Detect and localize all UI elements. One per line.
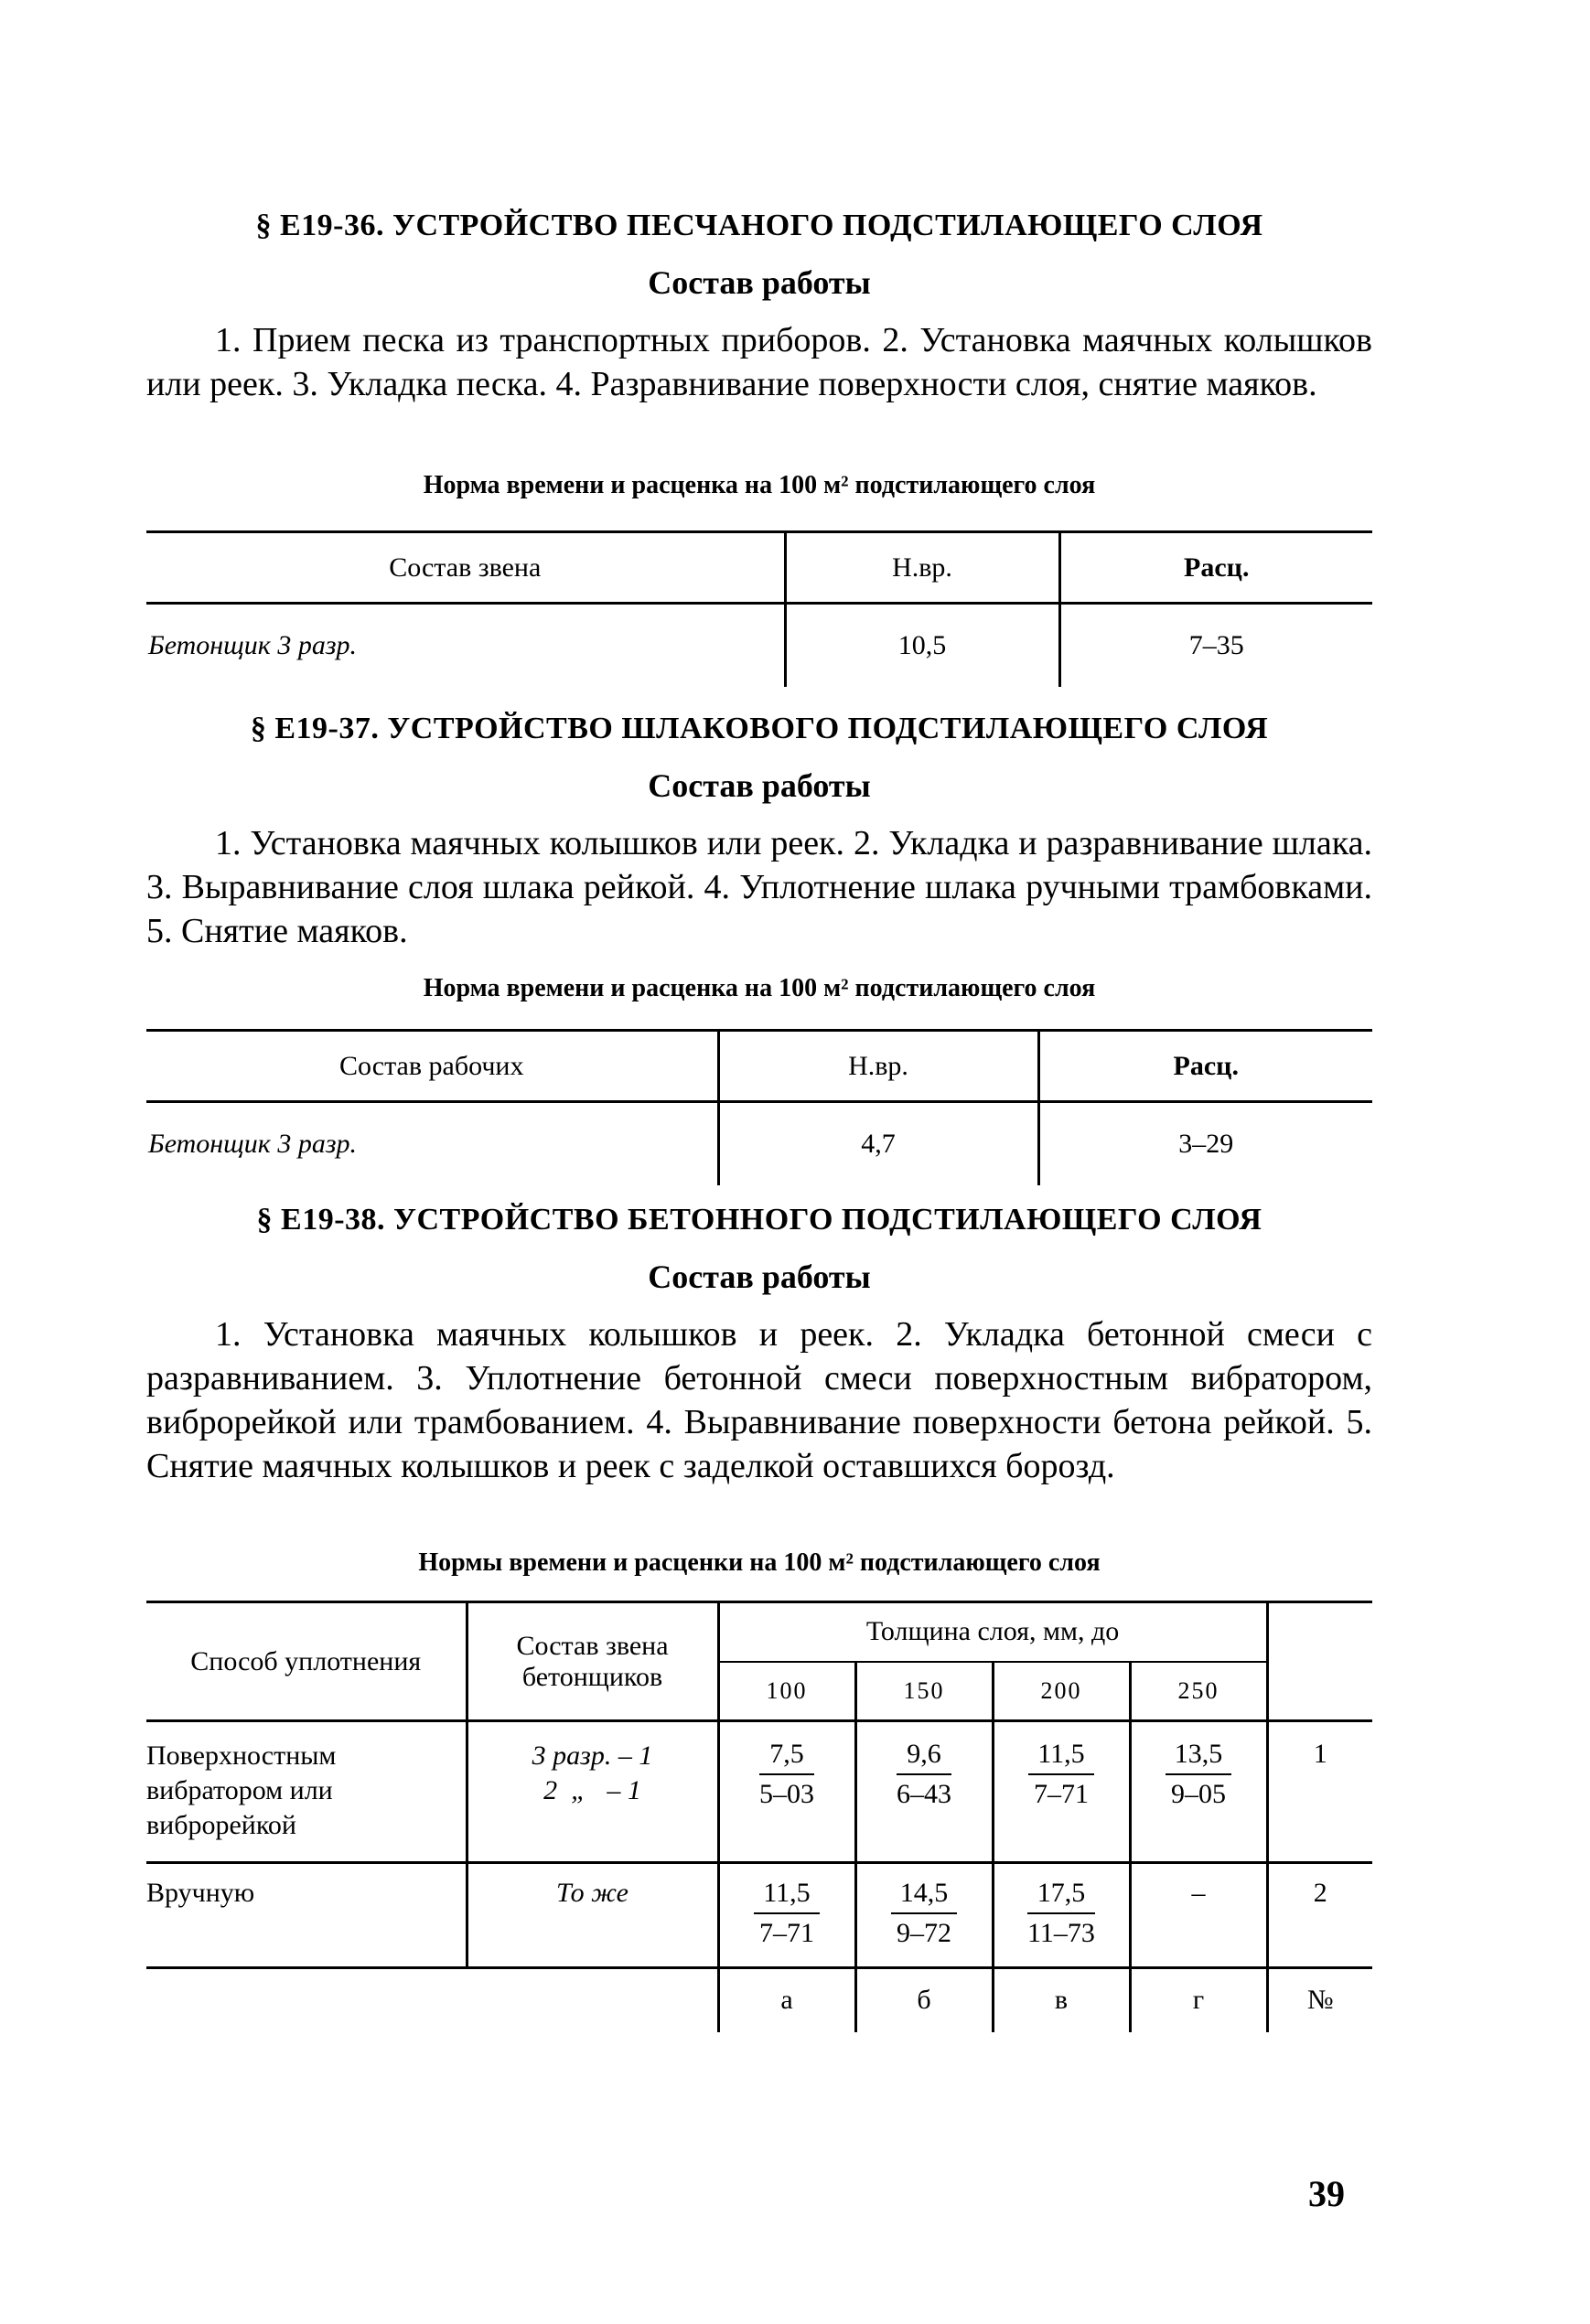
cell-value: $\frac{7,5}{5-03}$ <box>718 1721 855 1863</box>
cell-row-number: 1 <box>1267 1721 1372 1863</box>
cell-value: $\frac{13,5}{9-05}$ <box>1130 1721 1267 1863</box>
section-title: § Е19-36. УСТРОЙСТВО ПЕСЧАНОГО ПОДСТИЛАЮЩЕГО СЛОЯ <box>255 209 1263 242</box>
header-empty <box>1267 1602 1372 1721</box>
table-caption: Нормы времени и расценки на 100 м² подстилающего слоя <box>418 1548 1101 1577</box>
footer-col-b: б <box>855 1968 993 2032</box>
cell-value: $\frac{11,5}{7-71}$ <box>718 1863 855 1968</box>
crew-line: 3 разр. – 1 <box>532 1740 653 1771</box>
header-crew: Состав рабочих <box>146 1031 718 1102</box>
crew-line: То же <box>556 1878 628 1908</box>
footer-col-g: г <box>1130 1968 1267 2032</box>
cell-value: $\frac{11,5}{7-71}$ <box>993 1721 1130 1863</box>
header-thickness: Толщина слоя, мм, до <box>718 1602 1267 1662</box>
cell-worker: Бетонщик 3 разр. <box>148 1129 358 1159</box>
header-rate: Расц. <box>1059 532 1372 604</box>
header-crew: Состав звена <box>146 532 785 604</box>
thickness-150: 150 <box>855 1662 993 1721</box>
footer-col-v: в <box>993 1968 1130 2032</box>
section-text: 1. Установка маячных колышков и реек. 2. Укладка бетонной смеси с разравниванием. 3. Уплотнение бетонной смеси поверхностным вибратором, виброрейкой или трамбованием. 4. Выравнивание поверхности бетона рейкой. 5. Снятие маячных колышков и реек с заделкой оставшихся борозд. <box>146 1315 1372 1485</box>
table-caption: Норма времени и расценка на 100 м² подстилающего слоя <box>423 471 1096 499</box>
table-caption: Норма времени и расценка на 100 м² подстилающего слоя <box>423 974 1096 1002</box>
cell-method: Вручную <box>146 1863 467 1968</box>
norm-table-2 <box>146 1029 1372 1185</box>
footer-col-no: № <box>1267 1968 1372 2032</box>
crew-line: 2 „ – 1 <box>543 1775 641 1805</box>
cell-dash: – <box>1130 1863 1267 1968</box>
cell-norm: 4,7 <box>718 1102 1038 1186</box>
section-text: 1. Прием песка из транспортных приборов. 2. Установка маячных колышков или реек. 3. Укладка песка. 4. Разравнивание поверхности слоя, снятие маяков. <box>146 321 1372 403</box>
norm-table-3 <box>146 1601 1372 2032</box>
section-title: § Е19-38. УСТРОЙСТВО БЕТОННОГО ПОДСТИЛАЮЩЕГО СЛОЯ <box>256 1203 1262 1237</box>
thickness-100: 100 <box>718 1662 855 1721</box>
section-subtitle: Состав работы <box>648 1258 871 1295</box>
header-method: Способ уплотнения <box>146 1602 467 1721</box>
section-text: 1. Установка маячных колышков или реек. 2. Укладка и разравнивание шлака. 3. Выравнивание слоя шлака рейкой. 4. Уплотнение шлака ручными трамбовками. 5. Снятие маяков. <box>146 824 1372 950</box>
cell-rate: 7–35 <box>1059 604 1372 688</box>
cell-worker: Бетонщик 3 разр. <box>148 630 358 660</box>
section-title: § Е19-37. УСТРОЙСТВО ШЛАКОВОГО ПОДСТИЛАЮЩЕГО СЛОЯ <box>250 712 1269 745</box>
cell-norm: 10,5 <box>785 604 1059 688</box>
footer-empty <box>467 1968 718 2032</box>
cell-value: $\frac{17,5}{11-73}$ <box>993 1863 1130 1968</box>
header-norm: Н.вр. <box>718 1031 1038 1102</box>
cell-method: Поверхностным вибратором или виброрейкой <box>146 1721 467 1863</box>
norm-table-1 <box>146 530 1372 687</box>
cell-value: $\frac{9,6}{6-43}$ <box>855 1721 993 1863</box>
thickness-200: 200 <box>993 1662 1130 1721</box>
thickness-250: 250 <box>1130 1662 1267 1721</box>
section-subtitle: Состав работы <box>648 767 871 804</box>
section-subtitle: Состав работы <box>648 264 871 301</box>
table-row <box>146 1721 1372 1863</box>
cell-value: $\frac{14,5}{9-72}$ <box>855 1863 993 1968</box>
header-rate: Расц. <box>1038 1031 1372 1102</box>
cell-crew <box>467 1721 718 1863</box>
footer-col-a: а <box>718 1968 855 2032</box>
cell-row-number: 2 <box>1267 1863 1372 1968</box>
table-row <box>146 1863 1372 1968</box>
page-number: 39 <box>1308 2173 1345 2214</box>
header-norm: Н.вр. <box>785 532 1059 604</box>
header-crew: Состав звена бетонщиков <box>467 1602 718 1721</box>
cell-crew <box>467 1863 718 1968</box>
cell-rate: 3–29 <box>1038 1102 1372 1186</box>
footer-empty <box>146 1968 467 2032</box>
